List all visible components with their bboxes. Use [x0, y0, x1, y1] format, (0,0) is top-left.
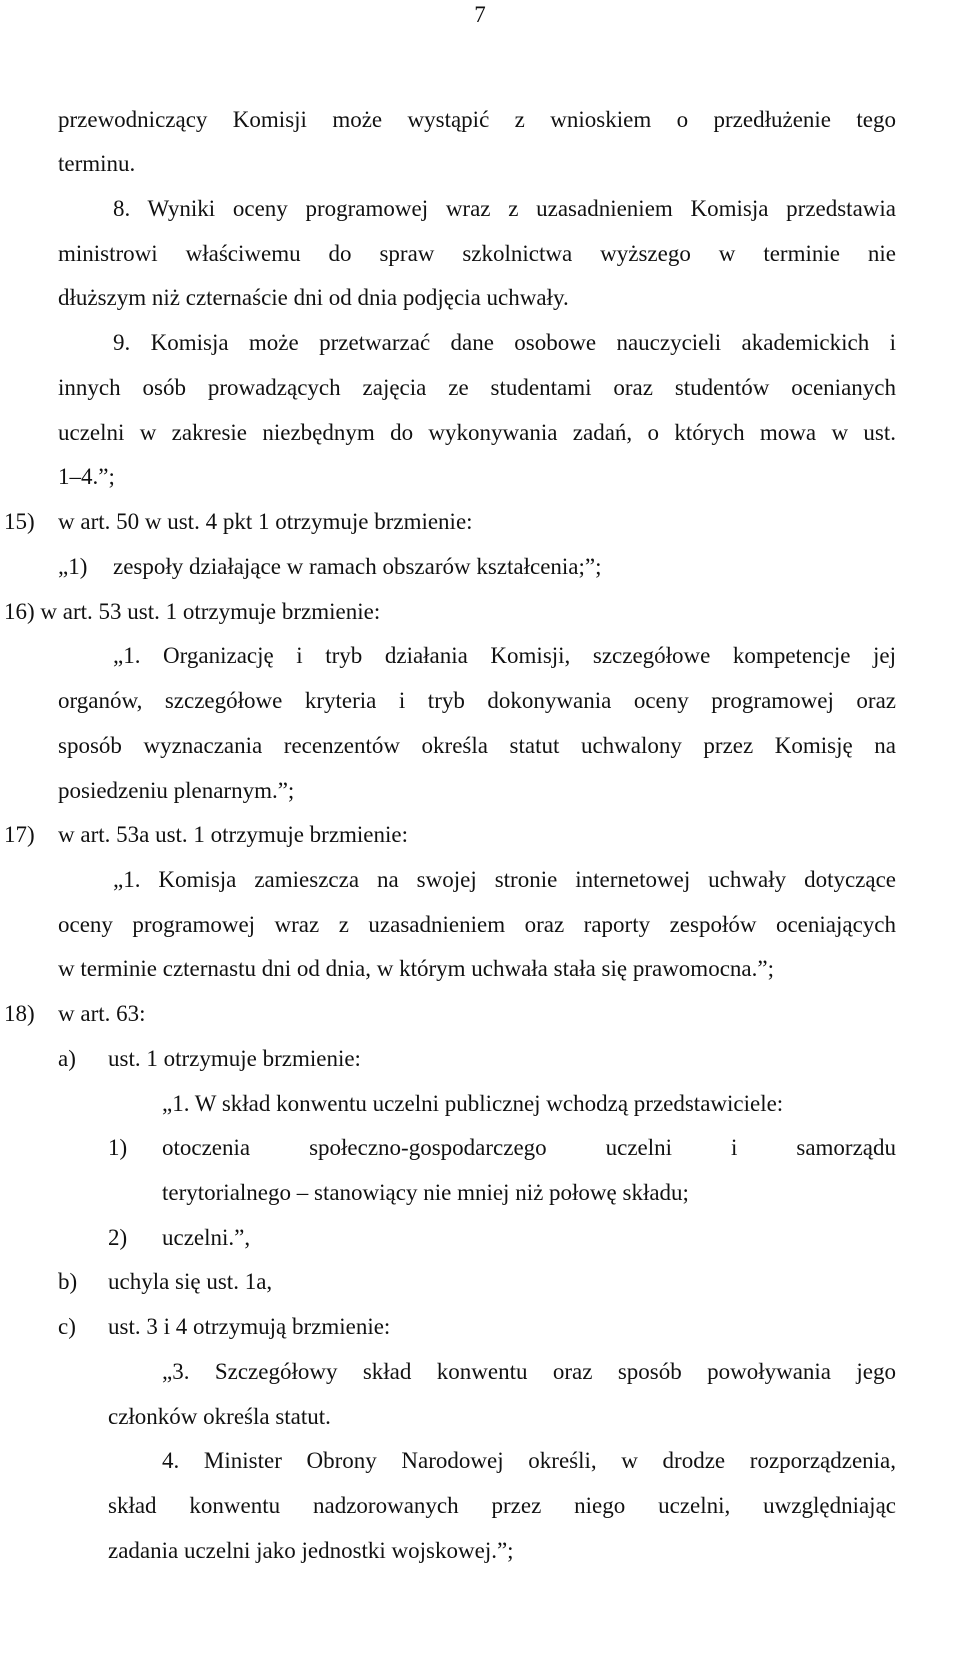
text-line: przewodniczący Komisji może wystąpić z wnioskiem o przedłużenie tego [58, 107, 896, 132]
item-number: 17) [4, 822, 35, 847]
text-line: posiedzeniu plenarnym.”; [58, 778, 295, 803]
text-line: ministrowi właściwemu do spraw szkolnictwa wyższego w terminie nie [58, 241, 896, 266]
text-line: zadania uczelni jako jednostki wojskowej.”; [108, 1538, 514, 1563]
text-line: sposób wyznaczania recenzentów określa statut uchwalony przez Komisję na [58, 733, 896, 758]
item-letter: c) [58, 1314, 76, 1339]
text-line: 9. Komisja może przetwarzać dane osobowe nauczycieli akademickich i [113, 330, 896, 355]
text-line: terytorialnego – stanowiący nie mniej niż połowę składu; [162, 1180, 689, 1205]
item-number: „1) [58, 554, 88, 579]
text-line: 16) w art. 53 ust. 1 otrzymuje brzmienie: [4, 599, 381, 624]
text-line: uczelni.”, [162, 1225, 251, 1250]
text-line: „1. Organizację i tryb działania Komisji, szczegółowe kompetencje jej [113, 643, 896, 668]
text-line: 1–4.”; [58, 464, 115, 489]
text-line: dłuższym niż czternaście dni od dnia podjęcia uchwały. [58, 285, 569, 310]
text-line: w art. 53a ust. 1 otrzymuje brzmienie: [58, 822, 409, 847]
item-number: 15) [4, 509, 35, 534]
text-line: w art. 50 w ust. 4 pkt 1 otrzymuje brzmienie: [58, 509, 473, 534]
text-line: 4. Minister Obrony Narodowej określi, w drodze rozporządzenia, [162, 1448, 896, 1473]
text-line: uchyla się ust. 1a, [108, 1269, 273, 1294]
item-number: 2) [108, 1225, 128, 1250]
text-line: 8. Wyniki oceny programowej wraz z uzasadnieniem Komisja przedstawia [113, 196, 896, 221]
text-line: innych osób prowadzących zajęcia ze studentami oraz studentów ocenianych [58, 375, 896, 400]
text-line: skład konwentu nadzorowanych przez niego uczelni, uwzględniając [108, 1493, 896, 1518]
text-line: ust. 1 otrzymuje brzmienie: [108, 1046, 361, 1071]
page-number: 7 [474, 2, 486, 27]
item-number: 1) [108, 1135, 128, 1160]
item-number: 18) [4, 1001, 35, 1026]
item-letter: b) [58, 1269, 78, 1294]
item-letter: a) [58, 1046, 76, 1071]
text-line: oceny programowej wraz z uzasadnieniem oraz raporty zespołów oceniających [58, 912, 896, 937]
text-line: członków określa statut. [108, 1404, 331, 1429]
text-line: w art. 63: [58, 1001, 146, 1026]
text-line: otoczenia społeczno-gospodarczego uczelni i samorządu [162, 1135, 896, 1160]
text-line: „1. W skład konwentu uczelni publicznej wchodzą przedstawiciele: [162, 1091, 784, 1116]
text-line: ust. 3 i 4 otrzymują brzmienie: [108, 1314, 391, 1339]
text-line: zespoły działające w ramach obszarów kształcenia;”; [113, 554, 602, 579]
text-line: terminu. [58, 151, 136, 176]
text-line: uczelni w zakresie niezbędnym do wykonywania zadań, o których mowa w ust. [58, 420, 896, 445]
text-line: „3. Szczegółowy skład konwentu oraz sposób powoływania jego [162, 1359, 896, 1384]
text-line: „1. Komisja zamieszcza na swojej stronie internetowej uchwały dotyczące [113, 867, 896, 892]
text-line: w terminie czternastu dni od dnia, w którym uchwała stała się prawomocna.”; [58, 956, 774, 981]
text-line: organów, szczegółowe kryteria i tryb dokonywania oceny programowej oraz [58, 688, 896, 713]
